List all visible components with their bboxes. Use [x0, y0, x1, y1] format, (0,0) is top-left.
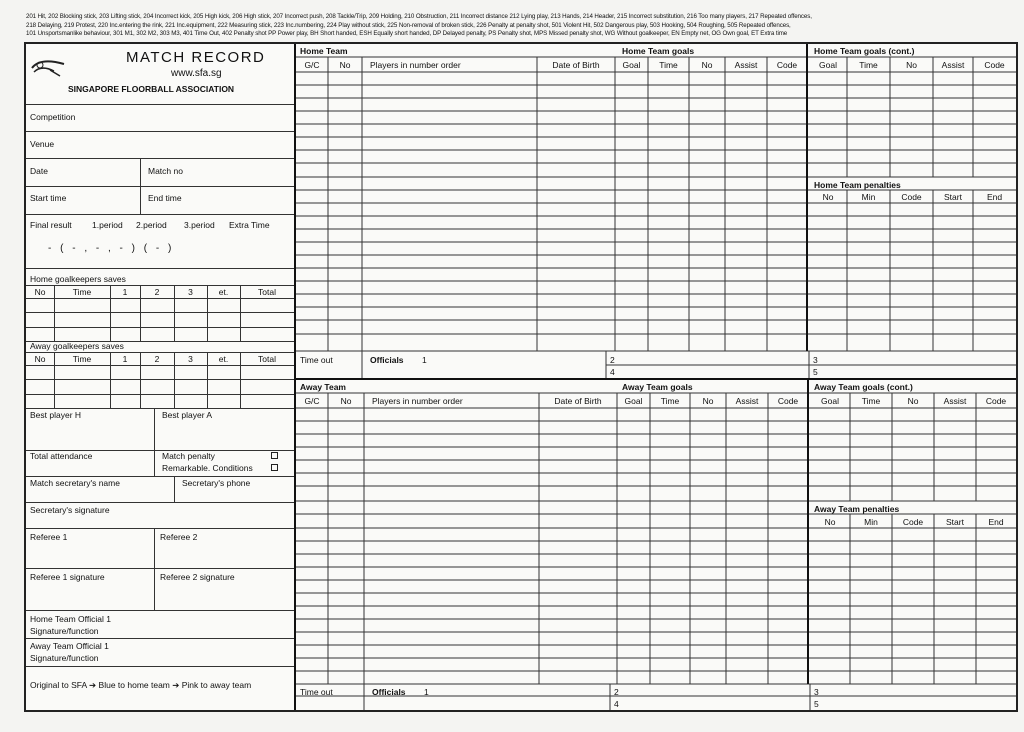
home-col-no: No — [339, 60, 351, 70]
away-official-label: Away Team Official 1 — [30, 641, 109, 651]
away-official-1-num: 1 — [424, 687, 429, 697]
home-pen-col-code: Code — [901, 192, 922, 202]
home-gk-col-2: 2 — [154, 287, 160, 297]
referee-2-label: Referee 2 — [160, 532, 198, 542]
home-gk-col-3: 3 — [188, 287, 193, 297]
away-pen-col-no: No — [824, 517, 836, 527]
home-official-signature-label: Signature/function — [30, 626, 99, 636]
referee-2-signature-label: Referee 2 signature — [160, 572, 235, 582]
home-col-time: Time — [659, 60, 678, 70]
home-cont-col-code: Code — [984, 60, 1005, 70]
home-cont-col-goal: Goal — [819, 60, 837, 70]
infraction-code-legend — [26, 13, 1016, 39]
home-time-out-label: Time out — [300, 355, 333, 365]
away-team-title: Away Team — [300, 382, 346, 392]
away-col-time: Time — [660, 396, 680, 406]
form-title: MATCH RECORD — [126, 49, 266, 66]
referee-1-signature-label: Referee 1 signature — [30, 572, 105, 582]
home-gk-col-no: No — [34, 287, 46, 297]
home-gk-col-1: 1 — [122, 287, 128, 297]
home-col-dob: Date of Birth — [552, 60, 600, 70]
away-col-gc: G/C — [304, 396, 320, 406]
association-name: SINGAPORE FLOORBALL ASSOCIATION — [68, 84, 235, 94]
date-label: Date — [30, 166, 48, 176]
home-pen-col-min: Min — [861, 192, 876, 202]
home-official-5-num: 5 — [813, 367, 818, 377]
away-cont-col-assist: Assist — [943, 396, 967, 406]
away-cont-col-goal: Goal — [821, 396, 839, 406]
legend-line-2: 218 Delaying, 219 Protest, 220 Inc.entering the rink, 221 Inc.equipment, 222 Measuring stick, 223 Inc.numbering, 224 Play without stick, 225 Non-removal of broken stick, 226 Penalty at penalty shot, 501 Violent Hit, 502 Dangerous play, 503 Hooking, 504 Roughing, 505 Repeated offences, — [26, 21, 791, 29]
period-1-label: 1.period — [92, 220, 123, 230]
away-pen-col-code: Code — [902, 517, 924, 527]
away-col-dob: Date of Birth — [554, 396, 602, 406]
home-penalties-title: Home Team penalties — [814, 180, 901, 190]
home-official-4-num: 4 — [610, 367, 615, 377]
referee-1-label: Referee 1 — [30, 532, 68, 542]
best-player-a-label: Best player A — [162, 410, 213, 420]
legend-line-3: 101 Unsportsmanlike behaviour, 301 M1, 302 M2, 303 M3, 401 Time Out, 402 Penalty shot PP Power play, BH Short handed, ESH Equally short handed, DP Delayed penalty, PS Penalty shot, MPS Missed penalty shot, WG Without goalkeeper, EN Empty net, OG Own goal, ET Extra time — [26, 30, 788, 37]
secretary-phone-label: Secretary's phone — [182, 478, 251, 488]
away-cont-col-time: Time — [861, 396, 881, 406]
final-result-label: Final result — [30, 220, 72, 230]
legend-line-1: 201 Hit, 202 Blocking stick, 203 Lifting stick, 204 Incorrect kick, 205 High kick, 206 High stick, 207 Incorrect push, 208 Tackle/Trip, 209 Holding, 210 Obstruction, 211 Incorrect distance 212 Lying play, 213 Hands, 214 Header, 215 Incorrect substitution, 216 Too many players, 217 Repeated offences, — [26, 13, 812, 20]
home-gk-table — [26, 285, 294, 341]
home-grid — [296, 44, 1016, 378]
association-url: www.sfa.sg — [171, 68, 222, 79]
away-gk-col-no: No — [34, 354, 46, 364]
away-penalties-title: Away Team penalties — [814, 504, 900, 514]
home-gk-col-time: Time — [72, 287, 92, 297]
away-pen-col-start: Start — [946, 517, 964, 527]
away-official-5-num: 5 — [814, 699, 819, 709]
home-officials-label: Officials — [370, 355, 404, 365]
match-no-label: Match no — [148, 166, 183, 176]
away-gk-col-3: 3 — [188, 354, 193, 364]
home-col-players: Players in number order — [370, 60, 461, 70]
home-cont-col-assist: Assist — [941, 60, 965, 70]
home-cont-col-no: No — [906, 60, 917, 70]
home-col-goal-no: No — [701, 60, 713, 70]
left-panel — [26, 44, 294, 710]
venue-label: Venue — [30, 139, 55, 149]
away-official-2-num: 2 — [614, 687, 619, 697]
away-official-signature-label: Signature/function — [30, 653, 99, 663]
home-official-2-num: 2 — [610, 355, 615, 365]
floorball-logo-icon — [30, 56, 66, 83]
period-2-label: 2.period — [136, 220, 167, 230]
away-grid — [296, 380, 1016, 710]
match-record-sheet — [24, 42, 1018, 712]
away-official-4-num: 4 — [614, 699, 619, 709]
home-col-assist: Assist — [734, 60, 758, 70]
home-col-code: Code — [776, 60, 798, 70]
home-gk-col-total: Total — [258, 287, 276, 297]
away-pen-col-min: Min — [864, 517, 878, 527]
home-official-label: Home Team Official 1 — [30, 614, 111, 624]
best-player-h-label: Best player H — [30, 410, 82, 420]
away-gk-saves-label: Away goalkeepers saves — [30, 341, 124, 351]
home-pen-col-end: End — [986, 192, 1003, 202]
copy-distribution-note: Original to SFA ➔ Blue to home team ➔ Pink to away team — [30, 680, 252, 690]
result-pattern: - ( - , - , - ) ( - ) — [48, 243, 175, 254]
end-time-label: End time — [148, 193, 182, 203]
home-gk-saves-label: Home goalkeepers saves — [30, 274, 126, 284]
home-col-goal: Goal — [622, 60, 641, 70]
home-goals-title: Home Team goals — [622, 46, 695, 56]
competition-label: Competition — [30, 112, 76, 122]
home-goals-cont-title: Home Team goals (cont.) — [814, 46, 915, 56]
away-goals-title: Away Team goals — [622, 382, 693, 392]
away-gk-table — [26, 352, 294, 408]
home-gk-col-et: et. — [218, 287, 229, 297]
total-attendance-label: Total attendance — [30, 451, 93, 461]
away-gk-col-1: 1 — [122, 354, 128, 364]
secretary-name-label: Match secretary's name — [30, 478, 120, 488]
away-col-goal-no: No — [702, 396, 714, 406]
start-time-label: Start time — [30, 193, 67, 203]
away-pen-col-end: End — [988, 517, 1004, 527]
away-team-section — [296, 380, 1016, 710]
away-col-players: Players in number order — [372, 396, 463, 406]
away-officials-label: Officials — [372, 687, 406, 697]
home-official-3-num: 3 — [813, 355, 818, 365]
away-cont-col-no: No — [907, 396, 919, 406]
remarkable-conditions-checkbox[interactable] — [271, 464, 278, 471]
match-penalty-checkbox[interactable] — [271, 452, 278, 459]
home-team-title: Home Team — [300, 46, 348, 56]
extra-time-label: Extra Time — [229, 220, 270, 230]
home-official-1-num: 1 — [422, 355, 427, 365]
away-col-no: No — [340, 396, 352, 406]
away-col-code: Code — [777, 396, 799, 406]
remarkable-conditions-label: Remarkable. Conditions — [162, 463, 253, 473]
away-col-assist: Assist — [735, 396, 759, 406]
away-gk-col-et: et. — [218, 354, 229, 364]
period-3-label: 3.period — [184, 220, 215, 230]
away-goals-cont-title: Away Team goals (cont.) — [814, 382, 913, 392]
home-col-gc: G/C — [304, 60, 320, 70]
away-col-goal: Goal — [624, 396, 643, 406]
home-pen-col-start: Start — [944, 192, 962, 202]
away-gk-col-2: 2 — [154, 354, 160, 364]
away-official-3-num: 3 — [814, 687, 819, 697]
match-penalty-label: Match penalty — [162, 451, 215, 461]
away-gk-col-total: Total — [258, 354, 276, 364]
away-gk-col-time: Time — [72, 354, 92, 364]
home-team-section — [296, 44, 1016, 378]
home-cont-col-time: Time — [859, 60, 878, 70]
away-time-out-label: Time out — [300, 687, 333, 697]
secretary-signature-label: Secretary's signature — [30, 505, 110, 515]
away-cont-col-code: Code — [985, 396, 1007, 406]
home-pen-col-no: No — [822, 192, 834, 202]
